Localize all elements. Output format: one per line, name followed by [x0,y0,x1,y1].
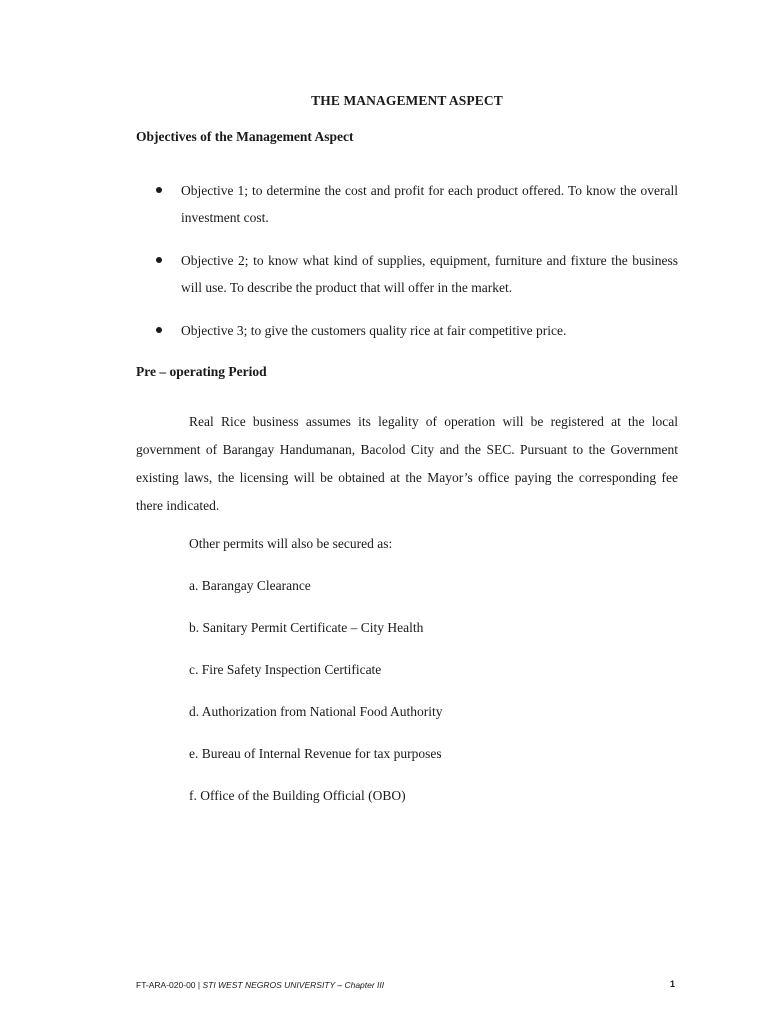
objective-item [156,318,678,345]
preoperating-paragraph: Real Rice business assumes its legality of operation will be registered at the local government of Barangay Handumanan, Bacolod City and the SEC. Pursuant to the Government existing laws, the licensing will be obtained at the Mayor’s office paying the corresponding fee there indicated. [136,414,678,513]
objective-item [156,248,678,301]
objective-text: Objective 1; to determine the cost and profit for each product offered. To know the overall investment cost. [181,183,678,225]
objectives-list [156,178,678,362]
footer-institution: STI WEST NEGROS UNIVERSITY – Chapter III [202,980,385,990]
bullet-icon [156,187,162,193]
objective-text: Objective 2; to know what kind of supplies, equipment, furniture and fixture the business will use. To describe the product that will offer in the market. [181,253,678,295]
permits-list [189,577,442,829]
permit-item: a. Barangay Clearance [189,578,311,593]
objective-item [156,178,678,231]
footer-text [136,980,384,990]
footer-code: FT-ARA-020-00 | [136,980,203,990]
permit-item: f. Office of the Building Official (OBO) [189,788,406,803]
permit-item: d. Authorization from National Food Authority [189,704,443,719]
page-number: 1 [670,979,676,989]
preoperating-heading: Pre – operating Period [136,364,267,379]
permit-item: e. Bureau of Internal Revenue for tax purposes [189,746,442,761]
bullet-icon [156,257,162,263]
permits-intro: Other permits will also be secured as: [189,536,393,551]
permit-item: b. Sanitary Permit Certificate – City Health [189,620,424,635]
document-title: THE MANAGEMENT ASPECT [311,93,503,108]
objectives-heading: Objectives of the Management Aspect [136,129,354,144]
bullet-icon [156,327,162,333]
permit-item: c. Fire Safety Inspection Certificate [189,662,382,677]
objective-text: Objective 3; to give the customers quality rice at fair competitive price. [181,323,567,338]
